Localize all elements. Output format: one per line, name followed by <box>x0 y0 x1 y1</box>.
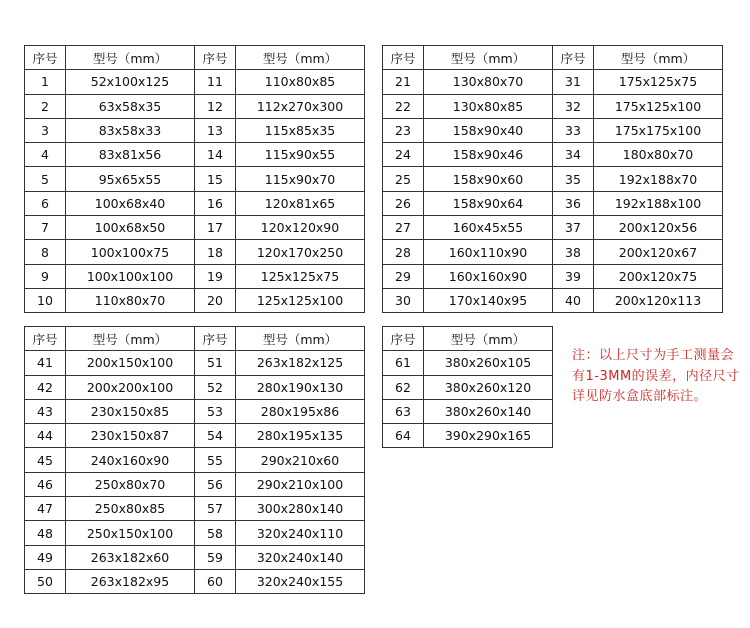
table-row <box>25 351 365 375</box>
model-size-cell: 180x80x70 <box>594 143 723 167</box>
serial-number-cell: 55 <box>195 448 236 472</box>
serial-number-cell: 20 <box>195 288 236 312</box>
model-size-cell: 100x100x75 <box>66 240 195 264</box>
serial-number-cell: 50 <box>25 569 66 593</box>
serial-number-cell: 15 <box>195 167 236 191</box>
model-size-cell: 83x58x33 <box>66 118 195 142</box>
serial-number-cell: 10 <box>25 288 66 312</box>
model-size-cell: 120x170x250 <box>236 240 365 264</box>
serial-number-cell: 49 <box>25 545 66 569</box>
header-serial-number: 序号 <box>25 327 66 351</box>
model-size-cell: 300x280x140 <box>236 497 365 521</box>
model-size-cell: 263x182x95 <box>66 569 195 593</box>
serial-number-cell: 24 <box>383 143 424 167</box>
model-size-cell: 320x240x140 <box>236 545 365 569</box>
model-size-cell: 130x80x70 <box>424 70 553 94</box>
measurement-note: 注：以上尺寸为手工测量会有1-3MM的误差，内径尺寸详见防水盒底部标注。 <box>572 348 740 404</box>
model-size-cell: 120x120x90 <box>236 216 365 240</box>
model-size-cell: 95x65x55 <box>66 167 195 191</box>
serial-number-cell: 22 <box>383 94 424 118</box>
serial-number-cell: 8 <box>25 240 66 264</box>
serial-number-cell: 19 <box>195 264 236 288</box>
model-size-cell: 115x85x35 <box>236 118 365 142</box>
model-size-cell: 290x210x100 <box>236 472 365 496</box>
model-size-cell: 230x150x87 <box>66 424 195 448</box>
table-row <box>383 240 723 264</box>
serial-number-cell: 46 <box>25 472 66 496</box>
serial-number-cell: 9 <box>25 264 66 288</box>
header-row <box>25 46 365 70</box>
serial-number-cell: 2 <box>25 94 66 118</box>
serial-number-cell: 41 <box>25 351 66 375</box>
model-size-cell: 175x125x100 <box>594 94 723 118</box>
model-size-cell: 263x182x125 <box>236 351 365 375</box>
serial-number-cell: 16 <box>195 191 236 215</box>
header-model-size: 型号（mm） <box>424 46 553 70</box>
serial-number-cell: 53 <box>195 399 236 423</box>
model-size-cell: 200x120x113 <box>594 288 723 312</box>
header-serial-number: 序号 <box>383 46 424 70</box>
table-row <box>25 216 365 240</box>
table-row <box>383 167 723 191</box>
serial-number-cell: 12 <box>195 94 236 118</box>
table-row <box>383 288 723 312</box>
table-row <box>383 118 723 142</box>
model-size-cell: 52x100x125 <box>66 70 195 94</box>
serial-number-cell: 44 <box>25 424 66 448</box>
table-row <box>25 424 365 448</box>
model-size-cell: 240x160x90 <box>66 448 195 472</box>
serial-number-cell: 29 <box>383 264 424 288</box>
model-size-cell: 200x200x100 <box>66 375 195 399</box>
model-size-cell: 158x90x46 <box>424 143 553 167</box>
serial-number-cell: 23 <box>383 118 424 142</box>
header-serial-number: 序号 <box>383 327 424 351</box>
model-size-cell: 110x80x85 <box>236 70 365 94</box>
table-row <box>25 70 365 94</box>
size-table-1-40-right <box>382 45 723 313</box>
table-row <box>383 94 723 118</box>
model-size-cell: 110x80x70 <box>66 288 195 312</box>
serial-number-cell: 56 <box>195 472 236 496</box>
model-size-cell: 175x175x100 <box>594 118 723 142</box>
model-size-cell: 63x58x35 <box>66 94 195 118</box>
serial-number-cell: 47 <box>25 497 66 521</box>
model-size-cell: 160x45x55 <box>424 216 553 240</box>
serial-number-cell: 18 <box>195 240 236 264</box>
serial-number-cell: 35 <box>553 167 594 191</box>
model-size-cell: 158x90x60 <box>424 167 553 191</box>
serial-number-cell: 30 <box>383 288 424 312</box>
serial-number-cell: 62 <box>383 375 424 399</box>
table-row <box>383 143 723 167</box>
serial-number-cell: 21 <box>383 70 424 94</box>
serial-number-cell: 40 <box>553 288 594 312</box>
serial-number-cell: 51 <box>195 351 236 375</box>
header-model-size: 型号（mm） <box>66 46 195 70</box>
serial-number-cell: 36 <box>553 191 594 215</box>
serial-number-cell: 17 <box>195 216 236 240</box>
serial-number-cell: 59 <box>195 545 236 569</box>
serial-number-cell: 45 <box>25 448 66 472</box>
serial-number-cell: 60 <box>195 569 236 593</box>
model-size-cell: 192x188x70 <box>594 167 723 191</box>
model-size-cell: 115x90x55 <box>236 143 365 167</box>
model-size-cell: 200x120x67 <box>594 240 723 264</box>
model-size-cell: 250x80x85 <box>66 497 195 521</box>
model-size-cell: 230x150x85 <box>66 399 195 423</box>
header-model-size: 型号（mm） <box>236 46 365 70</box>
serial-number-cell: 42 <box>25 375 66 399</box>
serial-number-cell: 28 <box>383 240 424 264</box>
header-row <box>383 327 553 351</box>
header-serial-number: 序号 <box>25 46 66 70</box>
table-row <box>383 399 553 423</box>
header-model-size: 型号（mm） <box>66 327 195 351</box>
serial-number-cell: 57 <box>195 497 236 521</box>
model-size-cell: 390x290x165 <box>424 424 553 448</box>
table-row <box>25 191 365 215</box>
serial-number-cell: 7 <box>25 216 66 240</box>
model-size-cell: 130x80x85 <box>424 94 553 118</box>
model-size-cell: 83x81x56 <box>66 143 195 167</box>
model-size-cell: 250x80x70 <box>66 472 195 496</box>
serial-number-cell: 33 <box>553 118 594 142</box>
serial-number-cell: 63 <box>383 399 424 423</box>
size-table-1-40-left <box>24 45 365 313</box>
model-size-cell: 290x210x60 <box>236 448 365 472</box>
header-serial-number: 序号 <box>553 46 594 70</box>
table-row <box>25 448 365 472</box>
table-row <box>383 424 553 448</box>
serial-number-cell: 61 <box>383 351 424 375</box>
serial-number-cell: 3 <box>25 118 66 142</box>
serial-number-cell: 58 <box>195 521 236 545</box>
table-row <box>25 118 365 142</box>
table-row <box>25 167 365 191</box>
table-row <box>383 351 553 375</box>
table-row <box>25 497 365 521</box>
table-row <box>383 375 553 399</box>
model-size-cell: 280x195x135 <box>236 424 365 448</box>
table-row <box>383 191 723 215</box>
model-size-cell: 250x150x100 <box>66 521 195 545</box>
header-model-size: 型号（mm） <box>236 327 365 351</box>
model-size-cell: 320x240x155 <box>236 569 365 593</box>
model-size-cell: 120x81x65 <box>236 191 365 215</box>
serial-number-cell: 34 <box>553 143 594 167</box>
size-table-41-60 <box>24 326 365 594</box>
serial-number-cell: 1 <box>25 70 66 94</box>
model-size-cell: 100x68x50 <box>66 216 195 240</box>
header-serial-number: 序号 <box>195 327 236 351</box>
table-row <box>25 472 365 496</box>
model-size-cell: 158x90x64 <box>424 191 553 215</box>
header-row <box>383 46 723 70</box>
model-size-cell: 160x110x90 <box>424 240 553 264</box>
model-size-cell: 200x120x56 <box>594 216 723 240</box>
model-size-cell: 200x150x100 <box>66 351 195 375</box>
model-size-cell: 320x240x110 <box>236 521 365 545</box>
serial-number-cell: 14 <box>195 143 236 167</box>
model-size-cell: 263x182x60 <box>66 545 195 569</box>
serial-number-cell: 43 <box>25 399 66 423</box>
model-size-cell: 200x120x75 <box>594 264 723 288</box>
serial-number-cell: 54 <box>195 424 236 448</box>
header-row <box>25 327 365 351</box>
model-size-cell: 380x260x120 <box>424 375 553 399</box>
serial-number-cell: 6 <box>25 191 66 215</box>
model-size-cell: 112x270x300 <box>236 94 365 118</box>
model-size-cell: 100x100x100 <box>66 264 195 288</box>
model-size-cell: 100x68x40 <box>66 191 195 215</box>
table-row <box>25 399 365 423</box>
table-row <box>25 521 365 545</box>
model-size-cell: 115x90x70 <box>236 167 365 191</box>
model-size-cell: 125x125x75 <box>236 264 365 288</box>
serial-number-cell: 26 <box>383 191 424 215</box>
serial-number-cell: 31 <box>553 70 594 94</box>
model-size-cell: 160x160x90 <box>424 264 553 288</box>
serial-number-cell: 13 <box>195 118 236 142</box>
serial-number-cell: 52 <box>195 375 236 399</box>
serial-number-cell: 5 <box>25 167 66 191</box>
serial-number-cell: 48 <box>25 521 66 545</box>
table-row <box>25 240 365 264</box>
table-row <box>25 375 365 399</box>
model-size-cell: 170x140x95 <box>424 288 553 312</box>
serial-number-cell: 11 <box>195 70 236 94</box>
table-row <box>25 94 365 118</box>
table-row <box>25 545 365 569</box>
size-table-61-64 <box>382 326 553 448</box>
model-size-cell: 158x90x40 <box>424 118 553 142</box>
header-model-size: 型号（mm） <box>424 327 553 351</box>
serial-number-cell: 27 <box>383 216 424 240</box>
serial-number-cell: 64 <box>383 424 424 448</box>
table-row <box>383 264 723 288</box>
table-row <box>383 70 723 94</box>
model-size-cell: 175x125x75 <box>594 70 723 94</box>
model-size-cell: 380x260x140 <box>424 399 553 423</box>
serial-number-cell: 37 <box>553 216 594 240</box>
header-serial-number: 序号 <box>195 46 236 70</box>
model-size-cell: 125x125x100 <box>236 288 365 312</box>
table-row <box>25 569 365 593</box>
table-row <box>25 143 365 167</box>
model-size-cell: 192x188x100 <box>594 191 723 215</box>
model-size-cell: 280x195x86 <box>236 399 365 423</box>
model-size-cell: 380x260x105 <box>424 351 553 375</box>
serial-number-cell: 4 <box>25 143 66 167</box>
serial-number-cell: 39 <box>553 264 594 288</box>
serial-number-cell: 38 <box>553 240 594 264</box>
serial-number-cell: 25 <box>383 167 424 191</box>
serial-number-cell: 32 <box>553 94 594 118</box>
model-size-cell: 280x190x130 <box>236 375 365 399</box>
header-model-size: 型号（mm） <box>594 46 723 70</box>
table-row <box>383 216 723 240</box>
table-row <box>25 288 365 312</box>
table-row <box>25 264 365 288</box>
